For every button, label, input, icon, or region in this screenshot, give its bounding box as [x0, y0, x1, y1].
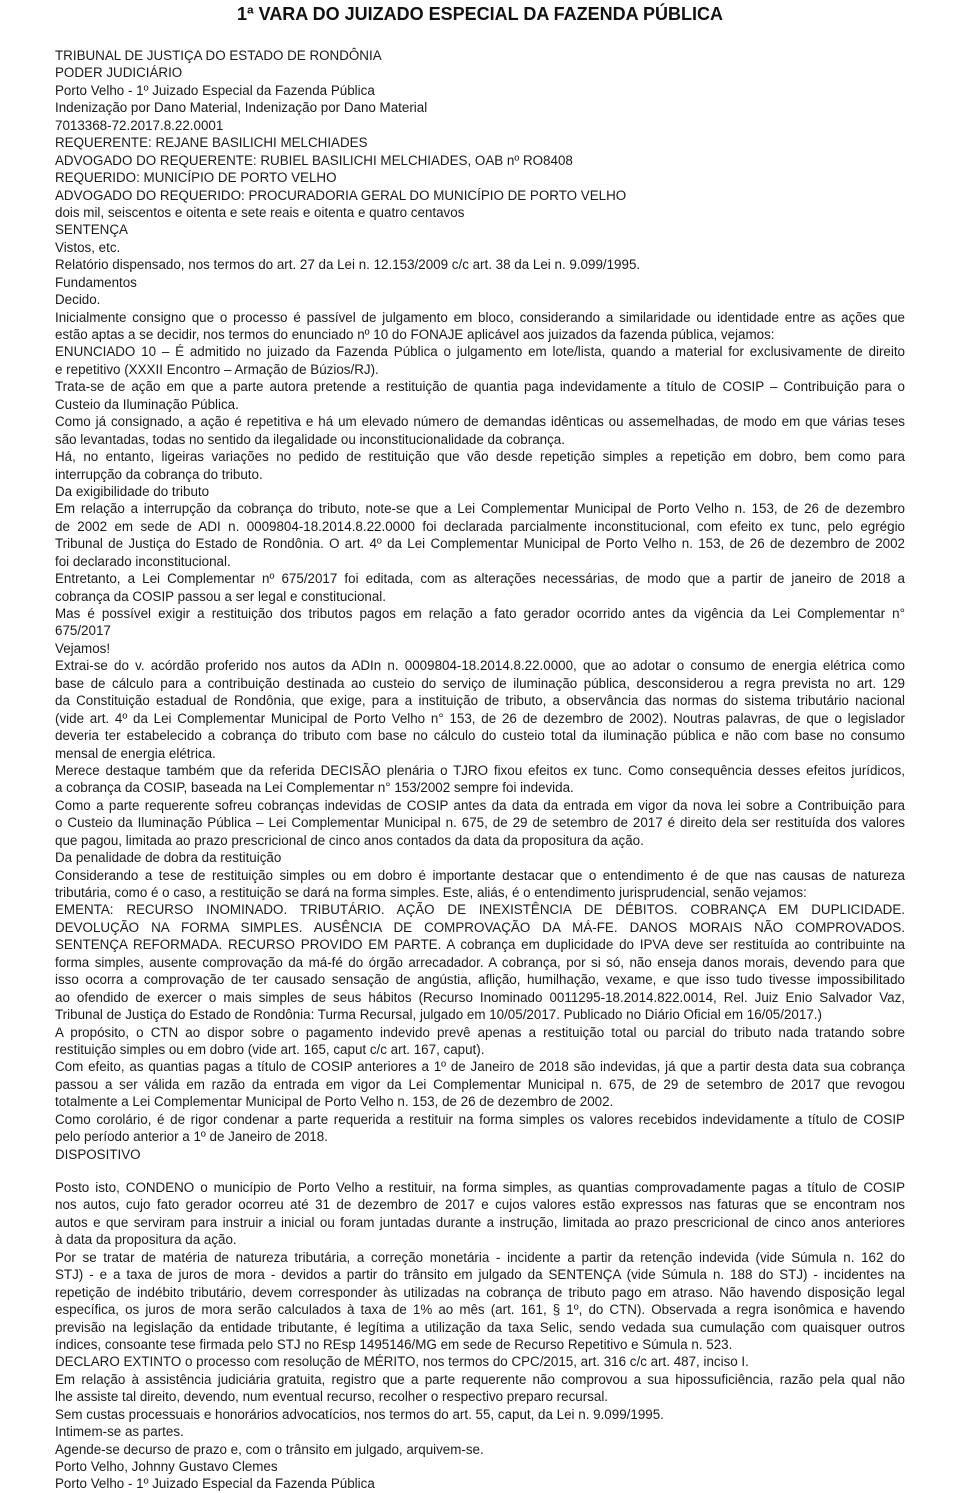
- body-line: a cobrança da COSIP, baseada na Lei Complementar n° 153/2002 sempre foi indevida.: [55, 780, 574, 796]
- dispositivo-line: Sem custas processuais e honorários advocatícios, nos termos do art. 55, caput, da Lei n. 9.099/1995.: [55, 1406, 664, 1422]
- body-line: Em relação a interrupção da cobrança do tributo, note-se que a Lei Complementar Municipal de Porto Velho n. 153, de 26 de dezembro: [55, 501, 905, 517]
- dispositivo-line: Porto Velho - 1º Juizado Especial da Fazenda Pública: [55, 1476, 375, 1492]
- dispositivo-line: Por se tratar de matéria de natureza tributária, a correção monetária - incidente a partir da retenção indevida (vide Súmula n. 162 do: [55, 1249, 905, 1265]
- header-line: Indenização por Dano Material, Indenização por Dano Material: [55, 100, 428, 116]
- header-line: dois mil, seiscentos e oitenta e sete reais e oitenta e quatro centavos: [55, 204, 465, 220]
- body-line: Com efeito, as quantias pagas a título de COSIP anteriores a 1º de Janeiro de 2018 são indevidas, já que a partir desta data sua cobrança: [55, 1059, 905, 1075]
- body-line: SENTENÇA REFORMADA. RECURSO PROVIDO EM PARTE. A cobrança em duplicidade do IPVA deve ser restituída ao contribuinte na: [55, 937, 905, 953]
- body-line: e repetitivo (XXXII Encontro – Armação de Búzios/RJ).: [55, 361, 379, 377]
- dispositivo-body: [55, 1179, 905, 1493]
- header-line: SENTENÇA: [55, 222, 128, 238]
- header-line: Relatório dispensado, nos termos do art. 27 da Lei n. 12.153/2009 c/c art. 38 da Lei n. 9.099/1995.: [55, 257, 641, 273]
- dispositivo-line: STJ) - e a taxa de juros de mora - devidos a partir do trânsito em julgado da SENTENÇA (vide Súmula n. 188 do STJ) - incidentes na: [55, 1267, 905, 1283]
- dispositivo-line: à data da propositura da ação.: [55, 1232, 237, 1248]
- dispositivo-line: previsão na legislação da entidade tributante, é legítima a utilização da taxa Selic, sendo vedada sua cumulação com quaisquer outros: [55, 1319, 905, 1335]
- header-line: Fundamentos: [55, 274, 137, 290]
- dispositivo-line: DECLARO EXTINTO o processo com resolução de MÉRITO, nos termos do CPC/2015, art. 316 c/c art. 487, inciso I.: [55, 1354, 749, 1370]
- body-line: Tribunal de Justiça do Estado de Rondônia: Turma Recursal, julgado em 10/05/2017. Publicado no Diário Oficial em 16/05/2017.): [55, 1007, 822, 1023]
- body-line: passou a ser válida em razão da entrada em vigor da Lei Complementar Municipal n. 675, de 29 de setembro de 2017 que revogou: [55, 1076, 905, 1092]
- header-line: Vistos, etc.: [55, 239, 121, 255]
- body-line: Merece destaque também que da referida DECISÃO plenária o TJRO fixou efeitos ex tunc. Como consequência desses efeitos jurídicos,: [55, 762, 905, 778]
- body-line: Mas é possível exigir a restituição dos tributos pagos em relação a fato gerador ocorrido antes da vigência da Lei Complementar n°: [55, 606, 905, 621]
- dispositivo-line: lhe assiste tal direito, devendo, num eventual recurso, recolher o respectivo preparo recursal.: [55, 1389, 609, 1405]
- body-line: estão aptas a se decidir, nos termos do enunciado nº 10 do FONAJE aplicável aos juizados da fazenda pública, vejamos:: [55, 327, 775, 342]
- header-line: ADVOGADO DO REQUERENTE: RUBIEL BASILICHI MELCHIADES, OAB nº RO8408: [55, 152, 573, 168]
- body-line: ENUNCIADO 10 – É admitido no juizado da Fazenda Pública o julgamento em lote/lista, quando a material for exclusivamente de direito: [55, 344, 905, 360]
- dispositivo-line: repetição de indébito tributário, devem corresponder às utilizadas na cobrança de tributo pago em atraso. Não havendo disposição legal: [55, 1284, 905, 1300]
- body-line: DISPOSITIVO: [55, 1146, 141, 1162]
- body-line: (vide art. 4º da Lei Complementar Municipal de Porto Velho n° 153, de 26 de dezembro de 2002). Noutras palavras, de que o legislador: [55, 710, 905, 726]
- header-line: REQUERIDO: MUNICÍPIO DE PORTO VELHO: [55, 170, 337, 186]
- body-line: de 2002 em sede de ADI n. 0009804-18.2014.8.22.0000 foi declarada parcialmente inconstitucional, com efeito ex tunc, pelo egrégio: [55, 518, 905, 534]
- sentence-body: [55, 47, 905, 1163]
- body-line: Da exigibilidade do tributo: [55, 483, 210, 499]
- header-line: Porto Velho - 1º Juizado Especial da Fazenda Pública: [55, 82, 375, 98]
- body-line: são levantadas, todas no sentido da ilegalidade ou inconstitucionalidade da cobrança.: [55, 431, 565, 447]
- body-line: da Constituição estadual de Rondônia, que exige, para a instituição de tributo, a observância das normas do sistema tributário nacional: [55, 693, 905, 709]
- body-line: Há, no entanto, ligeiras variações no pedido de restituição que vão desde repetição simples a repetição em dobro, bem como para: [55, 449, 905, 465]
- dispositivo-line: nos autos, cujo fato gerador ocorreu até 31 de dezembro de 2017 e cujos valores estão expressos nas faturas que se encontram nos: [55, 1197, 905, 1213]
- header-line: 7013368-72.2017.8.22.0001: [55, 117, 224, 133]
- dispositivo-line: autos e que serviram para instruir a inicial ou foram juntadas durante a instrução, limitada ao prazo prescricional de cinco anos anteriores: [55, 1214, 905, 1230]
- page-title: 1ª VARA DO JUIZADO ESPECIAL DA FAZENDA PÚBLICA: [236, 4, 724, 24]
- header-line: TRIBUNAL DE JUSTIÇA DO ESTADO DE RONDÔNIA: [55, 48, 382, 63]
- dispositivo-line: específica, os juros de mora serão calculados à taxa de 1% ao mês (art. 161, § 1º, do CTN). Observada a regra isonômica e havendo: [55, 1302, 905, 1318]
- body-line: foi declarado inconstitucional.: [55, 553, 231, 569]
- dispositivo-line: Porto Velho, Johnny Gustavo Clemes: [55, 1459, 278, 1474]
- body-line: Tribunal de Justiça do Estado de Rondônia. O art. 4º da Lei Complementar Municipal de Porto Velho n. 153, de 26 de dezembro de 2002: [55, 536, 905, 552]
- body-line: forma simples, ausente comprovação da má-fé do órgão arrecadador. A cobrança, por si só, não enseja danos morais, devendo para que: [55, 954, 905, 970]
- body-line: deveria ter estabelecido a cobrança do tributo com base no cálculo do custeio total da iluminação pública e não com base no consumo: [55, 728, 905, 744]
- body-line: base de cálculo para a contribuição destinada ao custeio do serviço de iluminação pública, desconsiderou a regra prevista no art. 129: [55, 675, 905, 691]
- body-line: Como já consignado, a ação é repetitiva e há um elevado número de demandas idênticas ou assemelhadas, de modo em que várias teses: [55, 414, 905, 430]
- body-line: Da penalidade de dobra da restituição: [55, 850, 282, 866]
- dispositivo-line: Intimem-se as partes.: [55, 1424, 184, 1440]
- header-line: REQUERENTE: REJANE BASILICHI MELCHIADES: [55, 135, 368, 151]
- body-line: Como corolário, é de rigor condenar a parte requerida a restituir na forma simples os valores recebidos indevidamente a título de COSIP: [55, 1111, 905, 1127]
- body-line: tributária, como é o caso, a restituição se dará na forma simples. Este, aliás, é o entendimento jurisprudencial, senão vejamos:: [55, 885, 807, 900]
- body-line: Extrai-se do v. acórdão proferido nos autos da ADIn n. 0009804-18.2014.8.22.0000, que ao adotar o consumo de energia elétrica como: [55, 658, 905, 674]
- body-line: totalmente a Lei Complementar Municipal de Porto Velho n. 153, de 26 de dezembro de 2002.: [55, 1094, 614, 1110]
- body-line: restituição simples ou em dobro (vide art. 165, caput c/c art. 167, caput).: [55, 1041, 485, 1057]
- body-line: Custeio da Iluminação Pública.: [55, 396, 239, 412]
- body-line: Inicialmente consigno que o processo é passível de julgamento em bloco, considerando a similaridade ou identidade entre as ações que: [55, 309, 905, 325]
- body-line: Considerando a tese de restituição simples ou em dobro é importante destacar que o entendimento é de que nas causas de natureza: [55, 867, 905, 883]
- body-line: Entretanto, a Lei Complementar nº 675/2017 foi editada, com as alterações necessárias, de modo que a partir de janeiro de 2018 a: [55, 571, 905, 587]
- body-line: cobrança da COSIP passou a ser legal e constitucional.: [55, 588, 386, 604]
- body-line: Como a parte requerente sofreu cobranças indevidas de COSIP antes da data da entrada em vigor da nova lei sobre a Contribuição para: [55, 797, 905, 813]
- body-line: isso ocorra a comprovação de ter causado sensação de angústia, aflição, humilhação, vexame, e que isso tudo tivesse impossibilitado: [55, 972, 905, 988]
- dispositivo-line: Em relação à assistência judiciária gratuita, registro que a parte requerente não comprovou a sua hipossuficiência, razão pela qual não: [55, 1371, 905, 1387]
- body-line: o Custeio da Iluminação Pública – Lei Complementar Municipal n. 675, de 29 de setembro de 2017 é direito dela ser restituída dos valores: [55, 815, 905, 831]
- body-line: EMENTA: RECURSO INOMINADO. TRIBUTÁRIO. AÇÃO DE INEXISTÊNCIA DE DÉBITOS. COBRANÇA EM DUPLICIDADE.: [55, 902, 905, 918]
- body-line: Vejamos!: [55, 640, 111, 656]
- body-line: Trata-se de ação em que a parte autora pretende a restituição de quantia paga indevidamente a título de COSIP – Contribuição para o: [55, 379, 905, 395]
- body-line: mensal de energia elétrica.: [55, 745, 216, 761]
- body-line: que pagou, limitada ao prazo prescricional de cinco anos contados da data da propositura da ação.: [55, 832, 644, 848]
- dispositivo-line: índices, consoante tese firmada pelo STJ no REsp 1495146/MG em sede de Recurso Repetitivo e Súmula n. 523.: [55, 1336, 733, 1352]
- dispositivo-line: Agende-se decurso de prazo e, com o trânsito em julgado, arquivem-se.: [55, 1441, 484, 1457]
- header-line: PODER JUDICIÁRIO: [55, 65, 183, 81]
- body-line: interrupção da cobrança do tributo.: [55, 466, 263, 482]
- body-line: A propósito, o CTN ao dispor sobre o pagamento indevido prevê apenas a restituição total ou parcial do tributo nada tratando sobre: [55, 1024, 905, 1040]
- body-line: pelo período anterior a 1º de Janeiro de 2018.: [55, 1129, 328, 1145]
- header-line: Decido.: [55, 292, 101, 308]
- dispositivo-line: Posto isto, CONDENO o município de Porto Velho a restituir, na forma simples, as quantias comprovadamente pagas a título de COSIP: [55, 1180, 905, 1195]
- body-line: ao ofendido de exercer o mais simples de seus hábitos (Recurso Inominado 0011295-18.2014.822.0014, Rel. Juiz Enio Salvador Vaz,: [55, 989, 905, 1005]
- header-line: ADVOGADO DO REQUERIDO: PROCURADORIA GERAL DO MUNICÍPIO DE PORTO VELHO: [55, 187, 627, 203]
- body-line: DEVOLUÇÃO NA FORMA SIMPLES. AUSÊNCIA DE COMPROVAÇÃO DA MÁ-FE. DANOS MORAIS NÃO COMPROVADOS.: [55, 919, 905, 935]
- body-line: 675/2017: [55, 623, 111, 639]
